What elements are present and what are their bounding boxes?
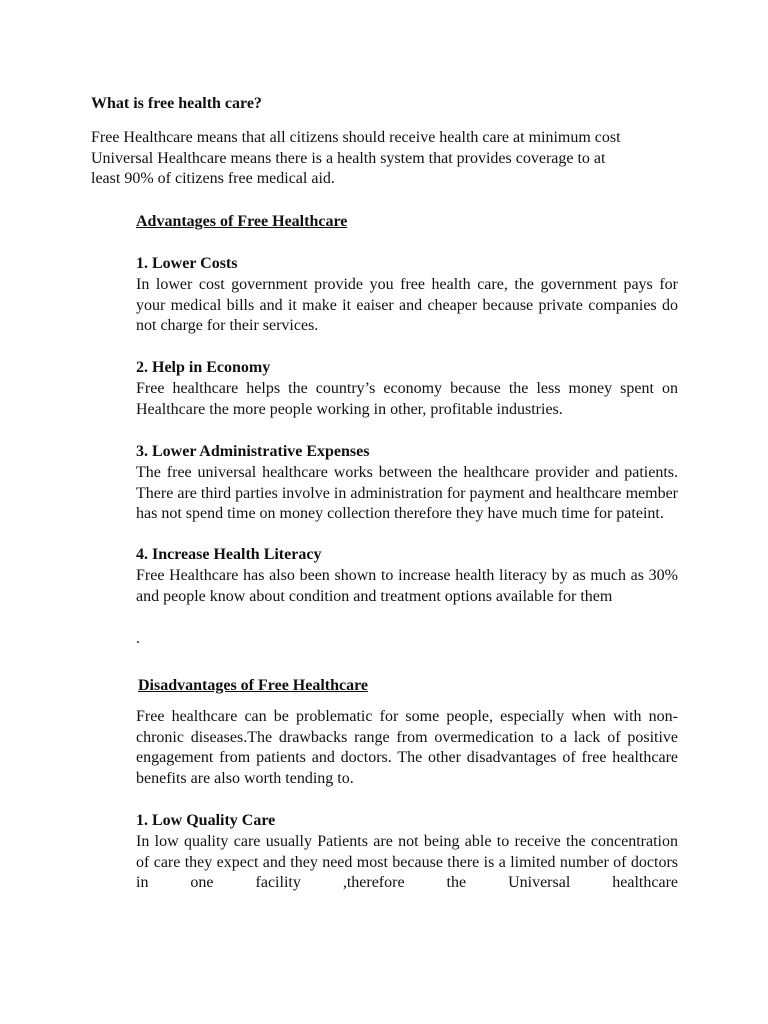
advantage-1-text: In lower cost government provide you free health care, the government pays for your medical bills and it make it eaiser and cheaper because private companies do not charge for their services. <box>136 276 678 334</box>
advantage-1-title: 1. Lower Costs <box>136 255 238 272</box>
advantage-4-text: Free Healthcare has also been shown to increase health literacy by as much as 30% and people know about condition and treatment options available for them <box>136 567 678 605</box>
disadvantage-1-text: In low quality care usually Patients are not being able to receive the concentration of care they expect and they need most because there is a limited number of doctors in one facility ,therefore the Universal healthcare <box>136 833 678 891</box>
intro-line: Free Healthcare means that all citizens should receive health care at minimum cost <box>91 129 621 146</box>
intro-line: Universal Healthcare means there is a health system that provides coverage to at <box>91 149 606 167</box>
advantage-2-text: Free healthcare helps the country’s economy because the less money spent on Healthcare the more people working in other, profitable industries. <box>136 380 678 418</box>
advantage-3-text: The free universal healthcare works between the healthcare provider and patients. There are third parties involve in administration for payment and healthcare member has not spend time on money collection therefore they have much time for pateint. <box>136 464 678 522</box>
disadvantages-heading: Disadvantages of Free Healthcare <box>138 677 369 694</box>
trailing-period: . <box>136 630 140 647</box>
advantage-2-title: 2. Help in Economy <box>136 359 271 376</box>
intro-paragraph <box>91 128 691 190</box>
advantages-heading: Advantages of Free Healthcare <box>136 213 348 230</box>
advantage-3-title: 3. Lower Administrative Expenses <box>136 443 370 460</box>
disadvantages-intro: Free healthcare can be problematic for some people, especially when with non-chronic diseases.The drawbacks range from overmedication to a lack of positive engagement from patients and doctors. The other disadvantages of free healthcare benefits are also worth tending to. <box>136 708 678 787</box>
intro-line: least 90% of citizens free medical aid. <box>91 170 335 187</box>
advantage-4-title: 4. Increase Health Literacy <box>136 546 322 563</box>
page-title: What is free health care? <box>91 95 262 112</box>
disadvantage-1-title: 1. Low Quality Care <box>136 812 276 829</box>
